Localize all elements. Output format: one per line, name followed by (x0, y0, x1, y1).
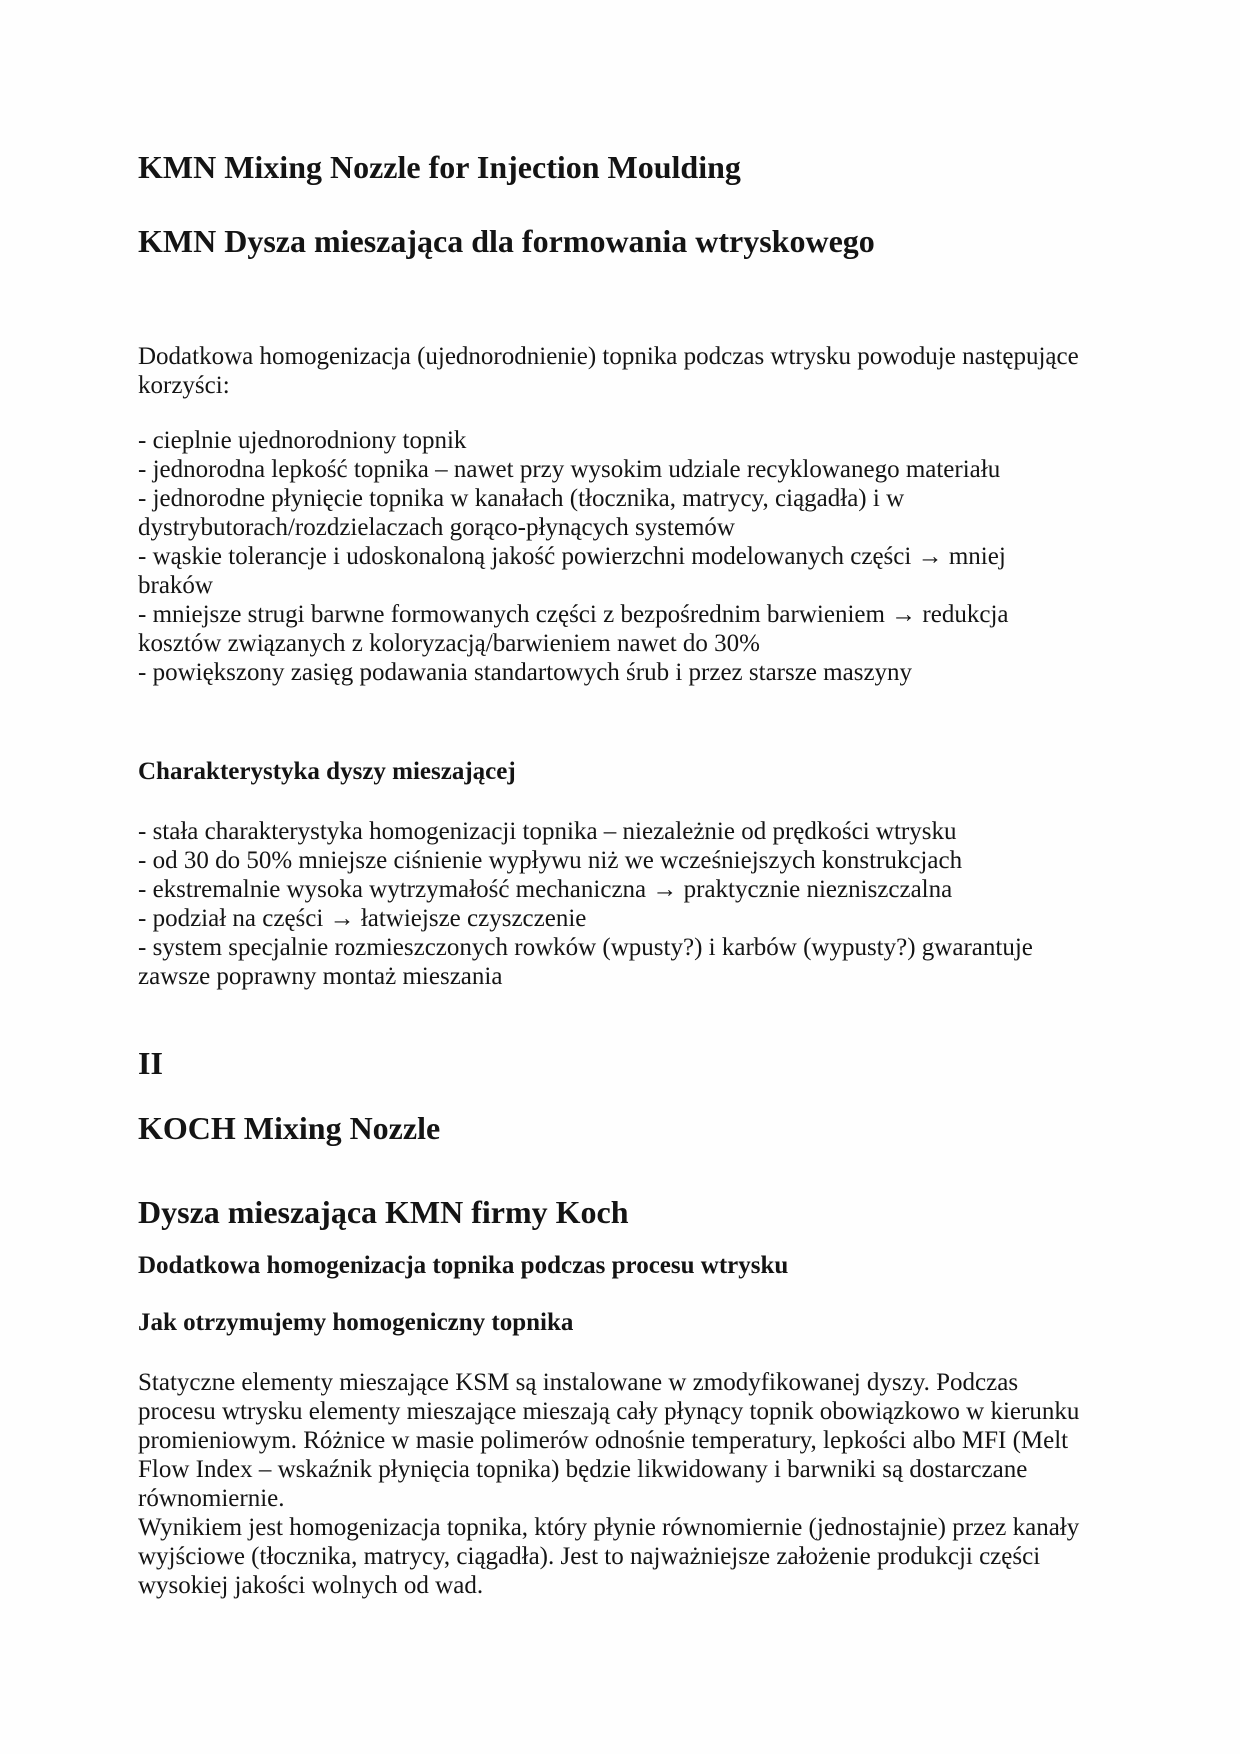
characteristics-list: - stała charakterystyka homogenizacji topnika – niezależnie od prędkości wtrysku - od 30 do 50% mniejsze ciśnienie wypływu niż we wcześniejszych konstrukcjach - ekstremalnie wysoka wytrzymałość mechaniczna → praktycznie niezniszczalna - podział na części → łatwiejsze czyszczenie - system specjalnie rozmieszczonych rowków (wpusty?) i karbów (wypusty?) gwarantuje zawsze poprawny montaż mieszania (138, 818, 1033, 990)
body-paragraph: Statyczne elementy mieszające KSM są instalowane w zmodyfikowanej dyszy. Podczas procesu wtrysku elementy mieszające mieszają cały płynący topnik obowiązkowo w kierunku promieniowym. Różnice w masie polimerów odnośnie temperatury, lepkości albo MFI (Melt Flow Index – wskaźnik płynięcia topnika) będzie likwidowany i barwniki są dostarczane równomiernie. Wynikiem jest homogenizacja topnika, który płynie równomiernie (jednostajnie) przez kanały wyjściowe (tłocznika, matrycy, ciągadła). Jest to najważniejsze założenie produkcji części wysokiej jakości wolnych od wad. (138, 1369, 1080, 1599)
document-title-pl: KMN Dysza mieszająca dla formowania wtryskowego (138, 223, 875, 259)
section-title: KOCH Mixing Nozzle (138, 1110, 441, 1146)
subheading-how-homogeneous: Jak otrzymujemy homogeniczny topnika (138, 1309, 574, 1336)
subheading-homogenization: Dodatkowa homogenizacja topnika podczas procesu wtrysku (138, 1252, 789, 1279)
section-number: II (138, 1045, 163, 1081)
benefits-list: - cieplnie ujednorodniony topnik - jednorodna lepkość topnika – nawet przy wysokim udziale recyklowanego materiału - jednorodne płynięcie topnika w kanałach (tłocznika, matrycy, ciągadła) i w dystrybutorach/rozdzielaczach gorąco-płynących systemów - wąskie tolerancje i udoskonaloną jakość powierzchni modelowanych części → mniej braków - mniejsze strugi barwne formowanych części z bezpośrednim barwieniem → redukcja kosztów związanych z koloryzacją/barwieniem nawet do 30% - powiększony zasięg podawania standartowych śrub i przez starsze maszyny (138, 427, 1009, 686)
section-subtitle: Dysza mieszająca KMN firmy Koch (138, 1194, 629, 1230)
characteristics-heading: Charakterystyka dyszy mieszającej (138, 758, 516, 785)
document-title-en: KMN Mixing Nozzle for Injection Moulding (138, 149, 741, 185)
intro-paragraph: Dodatkowa homogenizacja (ujednorodnienie) topnika podczas wtrysku powoduje następujące korzyści: (138, 343, 1079, 399)
